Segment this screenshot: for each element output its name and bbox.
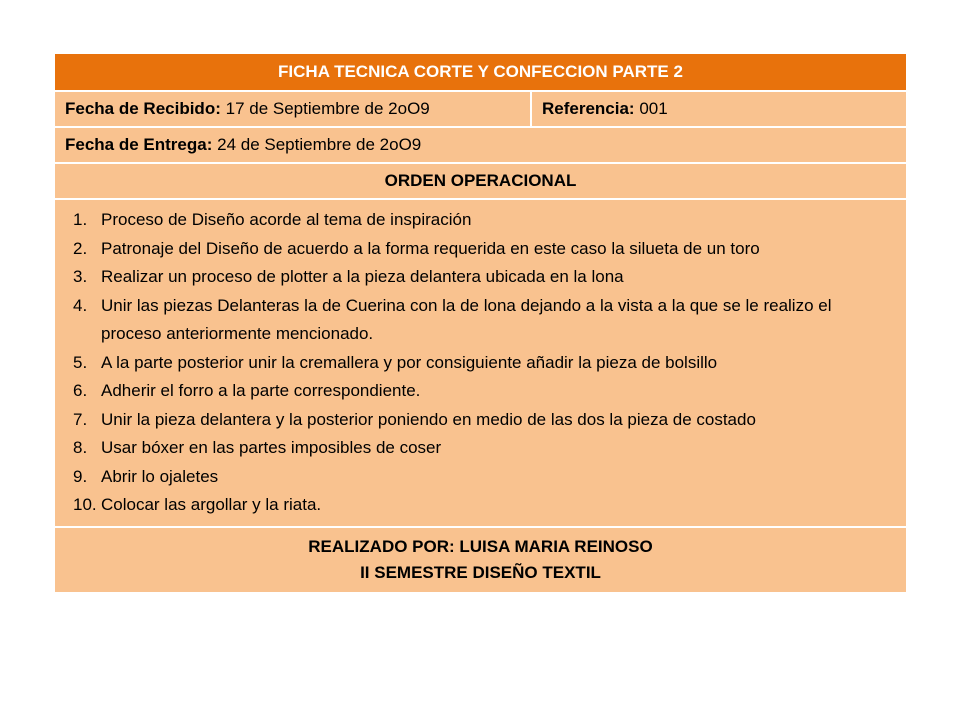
- dates-row: [54, 91, 907, 127]
- step-item: Abrir lo ojaletes: [101, 466, 219, 486]
- title-row: [54, 53, 907, 91]
- delivery-date-value: 24 de Septiembre de 2oO9: [217, 134, 422, 154]
- received-date-cell: [54, 91, 531, 127]
- section-title: ORDEN OPERACIONAL: [54, 163, 907, 199]
- step-item: Adherir el forro a la parte correspondiente.: [101, 381, 421, 400]
- section-row: [54, 163, 907, 199]
- steps-list: [65, 206, 896, 520]
- sheet-title: FICHA TECNICA CORTE Y CONFECCION PARTE 2: [54, 53, 907, 91]
- step-item: Unir las piezas Delanteras la de Cuerina con la de lona dejando a la vista a la que se le realizo el proceso anteriormente mencionado.: [101, 295, 832, 343]
- step-item: A la parte posterior unir la cremallera y por consiguiente añadir la pieza de bolsillo: [101, 352, 718, 372]
- delivery-date-cell: [54, 127, 907, 163]
- step-item: Usar bóxer en las partes imposibles de coser: [101, 438, 442, 457]
- reference-value: 001: [639, 98, 668, 118]
- footer-cell: [54, 527, 907, 593]
- steps-cell: [54, 199, 907, 527]
- semester-line: II SEMESTRE DISEÑO TEXTIL: [360, 562, 601, 582]
- received-date-value: 17 de Septiembre de 2oO9: [225, 98, 430, 118]
- reference-cell: [531, 91, 907, 127]
- steps-row: [54, 199, 907, 527]
- author-line: REALIZADO POR: LUISA MARIA REINOSO: [308, 536, 653, 556]
- step-item: Unir la pieza delantera y la posterior poniendo en medio de las dos la pieza de costado: [101, 409, 756, 429]
- technical-sheet-table: [53, 52, 908, 594]
- received-date-label: Fecha de Recibido:: [65, 98, 221, 118]
- step-item: Patronaje del Diseño de acuerdo a la forma requerida en este caso la silueta de un toro: [101, 238, 760, 258]
- step-item: Realizar un proceso de plotter a la pieza delantera ubicada en la lona: [101, 267, 624, 286]
- step-item: Colocar las argollar y la riata.: [101, 495, 322, 514]
- reference-label: Referencia:: [542, 98, 635, 118]
- delivery-date-label: Fecha de Entrega:: [65, 134, 213, 154]
- footer-row: [54, 527, 907, 593]
- step-item: Proceso de Diseño acorde al tema de inspiración: [101, 210, 472, 229]
- delivery-row: [54, 127, 907, 163]
